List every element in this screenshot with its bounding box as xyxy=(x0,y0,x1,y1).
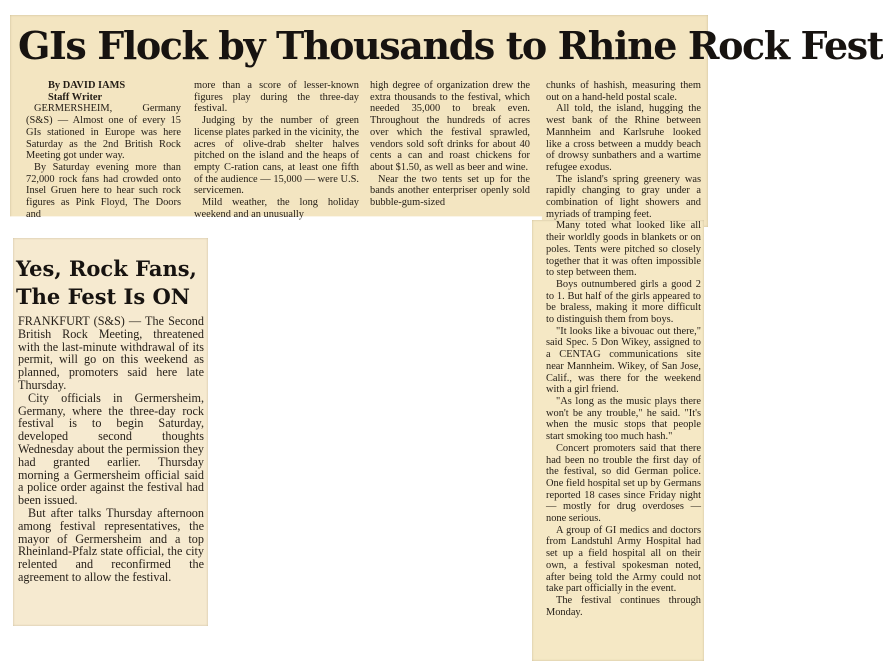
paragraph: "As long as the music plays there won't be any trouble," he said. "It's when the music stops that people start smoking too much hash." xyxy=(546,395,701,443)
paragraph: chunks of hashish, measuring them out on a hand-held postal scale. xyxy=(546,80,701,103)
paragraph: A group of GI medics and doctors from Landstuhl Army Hospital had set up a field hospital all on their own, a festival spokesman noted, after being told the Army could not take part officially in the event. xyxy=(546,524,701,595)
paragraph: GERMERSHEIM, Germany (S&S) — Almost one of every 15 GIs stationed in Europe was here Saturday as the 2nd British Rock Meeting got under way. xyxy=(26,103,181,162)
paragraph: Concert promoters said that there had been no trouble the first day of the festival, so did German police. One field hospital set up by Germans reported 18 cases since Friday night — mostly for drug overdoses — none serious. xyxy=(546,442,701,525)
paragraph: Mild weather, the long holiday weekend and an unusually xyxy=(194,197,359,220)
byline-role: Staff Writer xyxy=(48,91,103,103)
paragraph: By Saturday evening more than 72,000 rock fans had crowded onto Insel Gruen here to hear such rock figures as Pink Floyd, The Doors and xyxy=(26,161,181,220)
byline: By DAVID IAMS xyxy=(48,80,126,91)
side-article-body xyxy=(18,315,204,584)
main-headline: GIs Flock by Thousands to Rhine Rock Fest xyxy=(18,23,883,68)
paragraph: more than a score of lesser-known figures play during the three-day festival. xyxy=(194,80,359,115)
paragraph: Near the two tents set up for the bands another enterpriser openly sold bubble-gum-sized xyxy=(370,173,530,209)
side-headline xyxy=(16,255,204,311)
side-headline-line-1: Yes, Rock Fans, xyxy=(16,256,197,281)
paragraph: Judging by the number of green license plates parked in the vicinity, the acres of olive-drab shelter halves pitched on the island and the heaps of empty C-ration cans, at least one fifth of the audience — 15,000 — were U.S. servicemen. xyxy=(194,115,359,197)
paragraph: Boys outnumbered girls a good 2 to 1. But half of the girls appeared to be braless, making it more difficult to distinguish them from boys. xyxy=(546,278,701,326)
paragraph: But after talks Thursday afternoon among festival representatives, the mayor of Germersheim and a top Rheinland-Pfalz state official, the city relented and reconfirmed the agreement to allow the festival. xyxy=(18,505,204,584)
paragraph: "It looks like a bivouac out there," said Spec. 5 Don Wikey, assigned to a CENTAG communications site near Mannheim. Wikey, of San Jose, Calif., was there for the weekend with a girl friend. xyxy=(546,325,701,396)
paragraph: The island's spring greenery was rapidly changing to gray under a combination of light showers and myriads of tramping feet. xyxy=(546,173,701,220)
article-column-2 xyxy=(194,80,359,220)
article-column-1 xyxy=(26,80,181,220)
paragraph: high degree of organization drew the extra thousands to the festival, which needed 35,000 to break even. Throughout the hundreds of acres over which the festival sprawled, vendors sold soft drinks for about 40 cents a can and roast chickens for about $1.50, as well as beer and wine. xyxy=(370,80,530,173)
article-column-3 xyxy=(370,80,530,209)
side-headline-line-2: The Fest Is ON xyxy=(16,284,190,309)
paragraph: Many toted what looked like all their worldly goods in blankets or on poles. Tents were pitched so closely together that it was often impossible to step between them. xyxy=(546,220,701,279)
paragraph: FRANKFURT (S&S) — The Second British Rock Meeting, threatened with the last-minute withdrawal of its permit, will go on this weekend as planned, promoters said here late Thursday. xyxy=(18,314,204,392)
paragraph: All told, the island, hugging the west bank of the Rhine between Mannheim and Karlsruhe looked like a cross between a muddy beach of drowsy sunbathers and a wartime refugee exodus. xyxy=(546,103,701,173)
article-column-4 xyxy=(546,80,701,618)
paragraph: City officials in Germersheim, Germany, where the three-day rock festival is to begin Saturday, developed second thoughts Wednesday about the permission they had granted earlier. Thursday morning a Germersheim official said a police order against the festival had been issued. xyxy=(18,390,204,508)
paragraph: The festival continues through Monday. xyxy=(546,594,701,618)
